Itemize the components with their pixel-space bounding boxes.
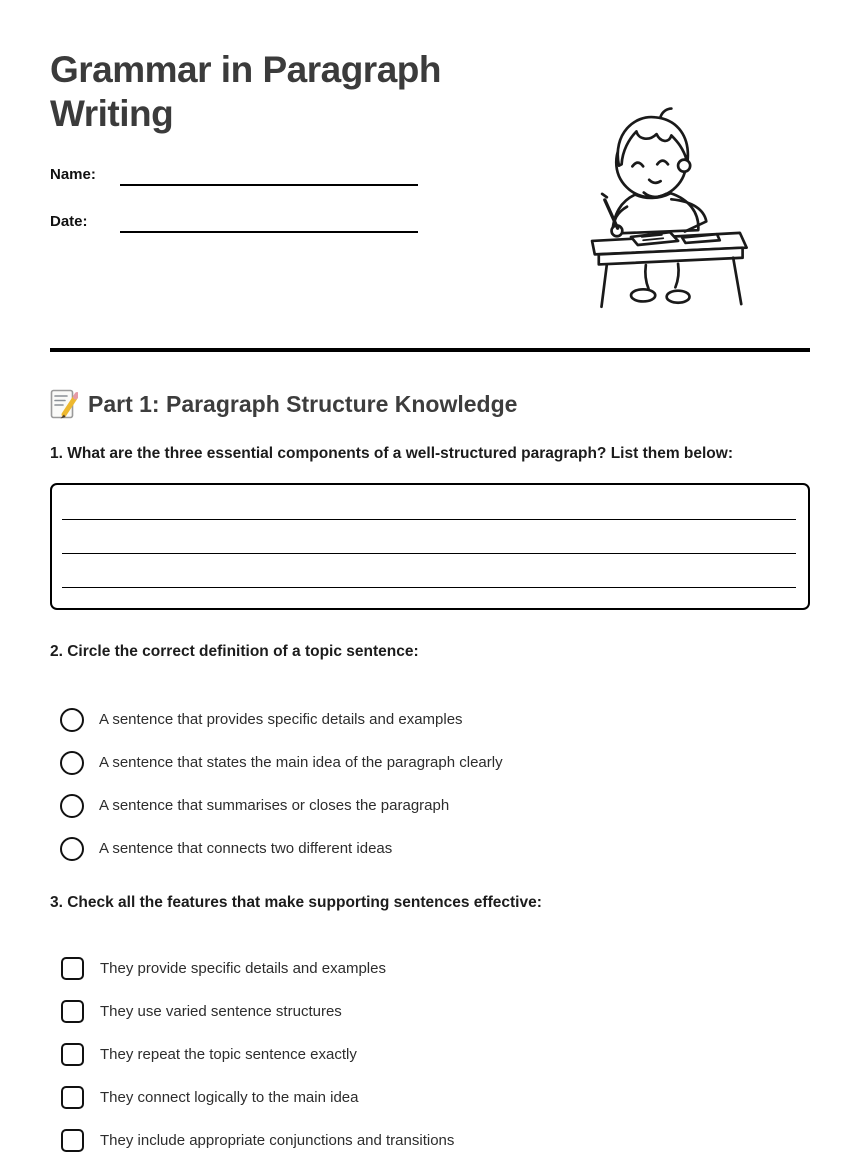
radio-option-row: [50, 750, 810, 775]
radio-option-row: [50, 707, 810, 732]
checkbox-option-label: They provide specific details and examples: [100, 959, 386, 977]
question-3-options: [50, 956, 810, 1152]
page-title: Grammar in Paragraph Writing: [50, 49, 441, 135]
checkbox-option-row: [50, 1128, 810, 1152]
question-3-prompt: 3. Check all the features that make supporting sentences effective:: [50, 894, 542, 911]
radio-option-label: A sentence that connects two different ideas: [99, 840, 393, 857]
name-label: Name:: [50, 166, 96, 183]
checkbox-option-label: They use varied sentence structures: [100, 1002, 342, 1020]
radio-option-row: [50, 836, 810, 861]
question-2-prompt: 2. Circle the correct definition of a topic sentence:: [50, 643, 419, 660]
checkbox-option-row: [50, 999, 810, 1023]
checkbox-option-label: They connect logically to the main idea: [100, 1088, 359, 1106]
question-1-answer-box[interactable]: [50, 483, 810, 610]
memo-pencil-icon: [50, 389, 78, 419]
part1-section-header: [50, 388, 810, 420]
answer-write-line-3[interactable]: [62, 587, 796, 588]
part1-section-title: Part 1: Paragraph Structure Knowledge: [88, 390, 518, 417]
radio-option-row: [50, 793, 810, 818]
name-field-row: [50, 162, 418, 186]
checkbox[interactable]: [61, 1086, 84, 1109]
radio-button[interactable]: [60, 837, 84, 861]
name-input-line[interactable]: [120, 162, 418, 186]
checkbox-option-row: [50, 1085, 810, 1109]
question-1-prompt: 1. What are the three essential components of a well-structured paragraph? List them below:: [50, 445, 733, 462]
checkbox[interactable]: [61, 1000, 84, 1023]
radio-option-label: A sentence that summarises or closes the paragraph: [99, 797, 450, 814]
radio-button[interactable]: [60, 751, 84, 775]
checkbox-option-row: [50, 1042, 810, 1066]
date-field-row: [50, 209, 418, 233]
radio-option-label: A sentence that provides specific details and examples: [99, 711, 463, 728]
child-writing-illustration: [584, 98, 752, 314]
radio-button[interactable]: [60, 708, 84, 732]
question-2-options: [50, 707, 810, 861]
answer-write-line-1[interactable]: [62, 519, 796, 520]
checkbox-option-row: [50, 956, 810, 980]
checkbox-option-label: They repeat the topic sentence exactly: [100, 1045, 357, 1063]
checkbox[interactable]: [61, 1129, 84, 1152]
date-input-line[interactable]: [120, 209, 418, 233]
radio-button[interactable]: [60, 794, 84, 818]
checkbox-option-label: They include appropriate conjunctions and transitions: [100, 1131, 455, 1149]
checkbox[interactable]: [61, 957, 84, 980]
date-label: Date:: [50, 213, 88, 230]
radio-option-label: A sentence that states the main idea of the paragraph clearly: [99, 754, 503, 771]
answer-write-line-2[interactable]: [62, 553, 796, 554]
content-area: [50, 352, 810, 1161]
checkbox[interactable]: [61, 1043, 84, 1066]
